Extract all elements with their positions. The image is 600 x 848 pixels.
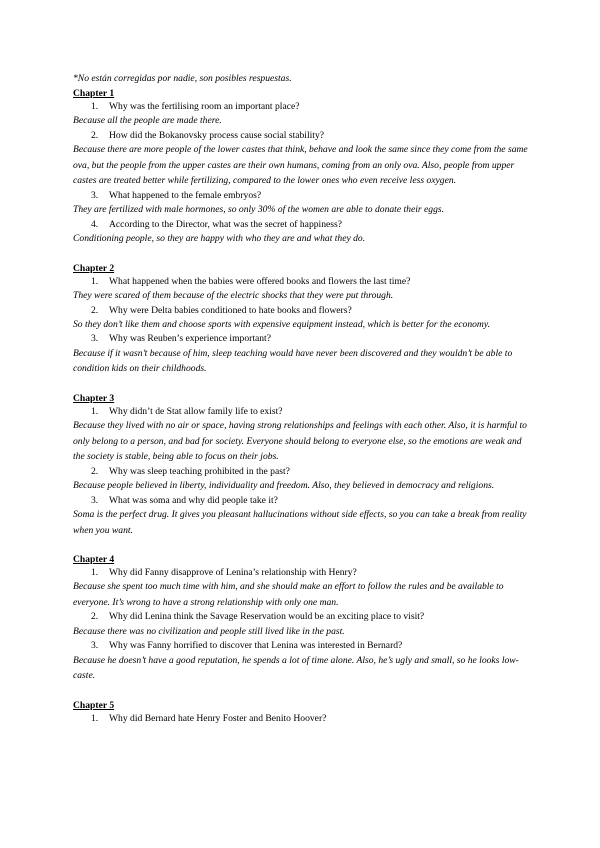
chapter-section: [73, 262, 528, 377]
question: [91, 610, 528, 623]
question-text: Why were Delta babies conditioned to hate books and flowers?: [109, 304, 352, 316]
question: [91, 639, 528, 652]
question-text: Why was the fertilising room an important place?: [109, 101, 300, 112]
question: [91, 129, 528, 142]
chapters-list: [73, 87, 528, 740]
question-text: How did the Bokanovsky process cause social stability?: [109, 129, 325, 141]
question-text: Why was Fanny horrified to discover that Lenina was interested in Bernard?: [109, 640, 403, 652]
question-text: Why was sleep teaching prohibited in the past?: [109, 465, 290, 477]
question: [91, 712, 528, 725]
chapter-section: [73, 553, 528, 684]
question-text: Why didn’t de Stat allow family life to exist?: [109, 405, 283, 417]
answer-text: Because there are more people of the lower castes that think, behave and look the same since they come from the same ova, but the people from the upper castes are their own humans, coming from an only ova. Also, people from upper castes are treated better while fertilizing, compared to the lower ones who even receive less oxygen.: [73, 144, 528, 187]
question: [91, 218, 528, 231]
question: [91, 405, 528, 418]
question: [91, 304, 528, 317]
question: [91, 189, 528, 202]
answer-text: They are fertilized with male hormones, so only 30% of the women are able to donate their eggs.: [73, 204, 444, 216]
question-number: 2.: [91, 129, 99, 141]
question: [91, 332, 528, 345]
answer-text: Because all the people are made there.: [73, 115, 222, 127]
answer-text: Because if it wasn’t because of him, sleep teaching would have never been discovered and they wouldn’t be able to condition kids on their childhoods.: [73, 347, 513, 375]
answer-text: Because they lived with no air or space, having strong relationships and feelings with each other. Also, it is harmful to only belong to a person, and bad for society. Everyone should belong to everyone else, so the emotions are weak and the society is stable, being able to focus on their jobs.: [73, 420, 527, 463]
chapter-section: [73, 87, 528, 247]
question-number: 1.: [91, 275, 99, 287]
question-number: 1.: [91, 567, 99, 579]
question-text: Why was Reuben’s experience important?: [109, 333, 271, 345]
question-text: What was soma and why did people take it?: [109, 494, 278, 506]
chapter-section: [73, 699, 528, 725]
question-number: 1.: [91, 101, 99, 112]
answer-text: Because he doesn’t have a good reputation, he spends a lot of time alone. Also, he’s ugly and small, so he looks low-caste.: [73, 654, 519, 682]
chapter-title: Chapter 2: [73, 262, 115, 274]
question-number: 4.: [91, 218, 99, 230]
question-number: 3.: [91, 640, 99, 652]
chapter-title: Chapter 4: [73, 554, 115, 566]
question-number: 1.: [91, 712, 99, 724]
question-number: 1.: [91, 405, 99, 417]
question-text: Why did Lenina think the Savage Reservation would be an exciting place to visit?: [109, 611, 425, 623]
question: [91, 100, 528, 113]
question-number: 3.: [91, 333, 99, 345]
question: [91, 275, 528, 288]
answer-text: Because she spent too much time with him, and she should make an effort to follow the rules and be available to everyone. It’s wrong to have a strong relationship with only one man.: [73, 581, 504, 608]
question-number: 2.: [91, 465, 99, 477]
disclaimer-note: *No están corregidas por nadie, son posibles respuestas.: [73, 73, 292, 84]
answer-text: Conditioning people, so they are happy with who they are and what they do.: [73, 233, 366, 245]
chapter-title: Chapter 1: [73, 88, 115, 99]
question-text: Why did Fanny disapprove of Lenina’s relationship with Henry?: [109, 567, 357, 579]
question-text: Why did Bernard hate Henry Foster and Benito Hoover?: [109, 712, 327, 724]
question-text: What happened to the female embryos?: [109, 189, 262, 201]
chapter-section: [73, 392, 528, 538]
answer-text: So they don’t like them and choose sports with expensive equipment instead, which is better for the economy.: [73, 318, 490, 330]
question-number: 2.: [91, 304, 99, 316]
question-text: What happened when the babies were offered books and flowers the last time?: [109, 275, 411, 287]
question: [91, 566, 528, 579]
answer-text: Soma is the perfect drug. It gives you pleasant hallucinations without side effects, so you can take a break from reality when you want.: [73, 509, 527, 536]
question-number: 3.: [91, 189, 99, 201]
answer-text: Because people believed in liberty, individuality and freedom. Also, they believed in democracy and religions.: [73, 480, 495, 492]
chapter-title: Chapter 5: [73, 699, 115, 711]
question-text: According to the Director, what was the secret of happiness?: [109, 218, 342, 230]
answer-text: They were scared of them because of the electric shocks that they were put through.: [73, 290, 394, 302]
answer-text: Because there was no civilization and people still lived like in the past.: [73, 625, 345, 637]
question: [91, 494, 528, 507]
question-number: 2.: [91, 611, 99, 623]
chapter-title: Chapter 3: [73, 392, 115, 404]
question: [91, 465, 528, 478]
question-number: 3.: [91, 494, 99, 506]
